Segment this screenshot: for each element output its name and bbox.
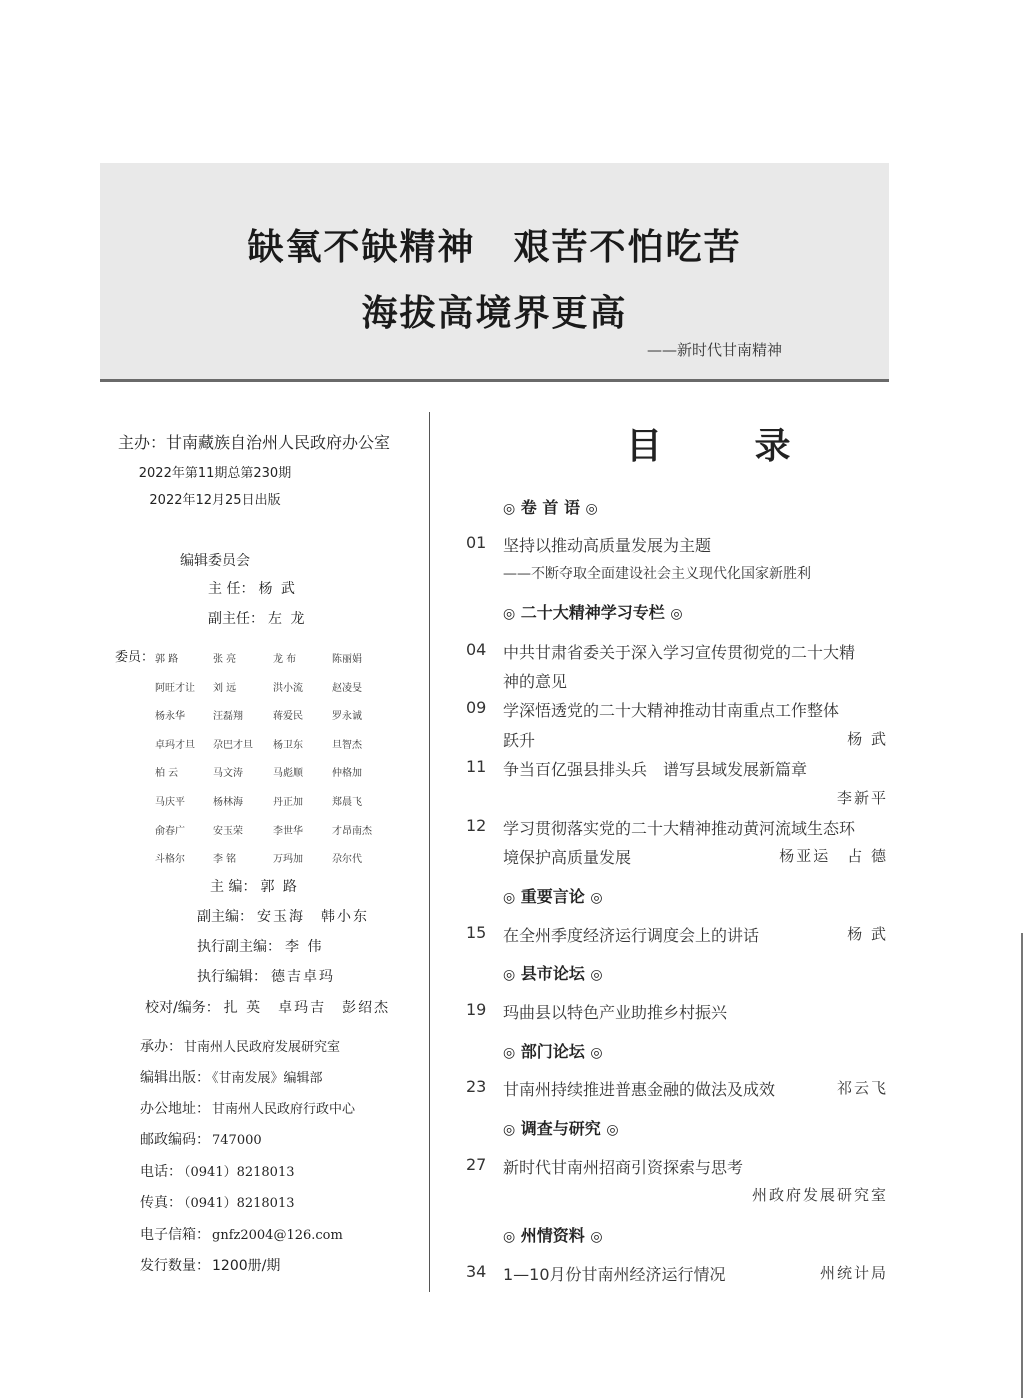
publisher: 《甘南发展》编辑部	[212, 1071, 323, 1086]
toc-entry-title[interactable]: 玛曲县以特色产业助推乡村振兴	[503, 1003, 728, 1022]
member-name: 斗格尔	[155, 854, 185, 865]
email: gnfz2004@126.com	[212, 1228, 343, 1243]
member-name: 杨林海	[213, 797, 243, 808]
undertaker: 甘南州人民政府发展研究室	[184, 1040, 341, 1055]
section-header: ◎ 调查与研究 ◎	[503, 1119, 619, 1138]
director-line	[208, 578, 297, 598]
toc-entry-title[interactable]: 学习贯彻落实党的二十大精神推动黄河流域生态环	[503, 819, 856, 838]
member-name: 杨永华	[155, 711, 185, 722]
members-label: 委员：	[115, 650, 155, 665]
member-name: 尕巴才旦	[213, 740, 253, 751]
member-name: 马庆平	[155, 797, 185, 808]
toc-entry-page: 27	[466, 1155, 487, 1174]
member-name: 马彪顺	[273, 768, 303, 779]
toc-entry-title[interactable]: 新时代甘南州招商引资探索与思考	[503, 1158, 744, 1177]
member-name: 安玉荣	[213, 826, 243, 837]
vice-director-name: 左 龙	[268, 611, 307, 627]
address: 甘南州人民政府行政中心	[212, 1102, 356, 1117]
section-header: ◎ 州情资料 ◎	[503, 1226, 603, 1245]
publisher-line	[140, 1067, 323, 1087]
toc-entry-page: 04	[466, 640, 487, 659]
member-name: 蒋爱民	[273, 711, 303, 722]
toc-entry-author: 祁云飞	[836, 1079, 888, 1097]
undertaker-label: 承办：	[140, 1039, 182, 1055]
member-name: 龙 布	[273, 654, 297, 665]
page-edge-line	[1021, 933, 1023, 1398]
chief-editor-name: 郭 路	[260, 879, 299, 895]
email-line	[140, 1224, 343, 1244]
toc-entry-author: 州统计局	[819, 1264, 888, 1282]
toc-entry-author: 州政府发展研究室	[751, 1186, 888, 1204]
member-name: 李 铭	[213, 854, 237, 865]
member-name: 旦智杰	[332, 740, 362, 751]
sponsor: 主办：甘南藏族自治州人民政府办公室	[118, 433, 391, 452]
toc-entry-author: 李新平	[836, 789, 888, 807]
toc-entry-page: 12	[466, 816, 487, 835]
vice-director-label: 副主任：	[208, 611, 264, 627]
section-header: ◎ 部门论坛 ◎	[503, 1042, 603, 1061]
member-name: 罗永诚	[332, 711, 362, 722]
toc-entry-title-cont: 境保护高质量发展	[503, 848, 632, 867]
member-name: 郑晨飞	[332, 797, 362, 808]
member-name: 卓玛才旦	[155, 740, 195, 751]
member-name: 尕尔代	[332, 854, 362, 865]
postcode: 747000	[212, 1133, 262, 1148]
motto-source: ——新时代甘南精神	[646, 341, 782, 359]
toc-entry-page: 11	[466, 757, 487, 776]
publish-date: 2022年12月25日出版	[149, 493, 281, 508]
vice-director-line	[208, 608, 306, 628]
member-name: 刘 远	[213, 683, 237, 694]
address-label: 办公地址：	[140, 1101, 210, 1117]
toc-entry-author: 杨 武	[847, 730, 888, 748]
section-header: ◎ 二十大精神学习专栏 ◎	[503, 603, 683, 622]
phone-label: 电话：	[140, 1164, 182, 1180]
exec-editor-line	[197, 966, 335, 986]
circulation-label: 发行数量：	[140, 1258, 210, 1274]
toc-entry-page: 19	[466, 1000, 487, 1019]
toc-entry-page: 01	[466, 533, 487, 552]
motto-line-1: 缺氧不缺精神 艰苦不怕吃苦	[247, 226, 742, 268]
phone: （0941）8218013	[184, 1165, 295, 1180]
email-label: 电子信箱：	[140, 1227, 210, 1243]
toc-entry-title[interactable]: 中共甘肃省委关于深入学习宣传贯彻党的二十大精	[503, 643, 856, 662]
exec-editor-name: 德吉卓玛	[271, 969, 335, 985]
postcode-line	[140, 1129, 262, 1149]
exec-editor-label: 执行编辑：	[197, 969, 267, 985]
undertaker-line	[140, 1036, 340, 1056]
toc-entry-title[interactable]: 坚持以推动高质量发展为主题	[503, 536, 712, 555]
toc-entry-page: 15	[466, 923, 487, 942]
proofreader-names: 扎 英 卓玛吉 彭绍杰	[223, 1000, 391, 1016]
section-header: ◎ 县市论坛 ◎	[503, 964, 603, 983]
chief-editor-label: 主 编：	[210, 879, 257, 895]
motto-banner	[100, 163, 889, 382]
member-name: 杨卫东	[273, 740, 303, 751]
motto-line-2: 海拔高境界更高	[361, 292, 628, 334]
member-name: 赵凌旻	[332, 683, 362, 694]
toc-entry-page: 23	[466, 1077, 487, 1096]
member-name: 郭 路	[155, 654, 179, 665]
member-name: 张 亮	[213, 654, 237, 665]
member-name: 李世华	[273, 826, 303, 837]
section-header: ◎ 卷 首 语 ◎	[503, 498, 598, 517]
deputy-editor-name: 安玉海 韩小东	[257, 909, 369, 925]
toc-entry-author: 杨亚运 占 德	[779, 847, 888, 865]
toc-entry-author: 杨 武	[847, 925, 888, 943]
deputy-editor-line	[197, 906, 369, 926]
deputy-editor-label: 副主编：	[197, 909, 253, 925]
toc-title: 目 录	[626, 425, 831, 467]
member-name: 汪磊翔	[213, 711, 243, 722]
phone-line	[140, 1161, 294, 1181]
member-name: 阿旺才让	[155, 683, 195, 694]
toc-entry-page: 34	[466, 1262, 487, 1281]
publisher-label: 编辑出版：	[140, 1070, 210, 1086]
member-name: 柏 云	[155, 768, 179, 779]
director-name: 杨 武	[258, 581, 297, 597]
toc-entry-title[interactable]: 甘南州持续推进普惠金融的做法及成效	[503, 1080, 776, 1099]
member-name: 洪小流	[273, 683, 303, 694]
section-header: ◎ 重要言论 ◎	[503, 887, 603, 906]
editorial-board-title: 编辑委员会	[180, 553, 250, 569]
issue-number: 2022年第11期总第230期	[138, 466, 292, 481]
toc-entry-subtitle: ——不断夺取全面建设社会主义现代化国家新胜利	[503, 566, 811, 582]
director-label: 主 任：	[208, 581, 255, 597]
member-name: 仲格加	[332, 768, 362, 779]
circulation: 1200册/期	[212, 1258, 281, 1274]
exec-deputy-name: 李 伟	[285, 939, 324, 955]
toc-entry-title[interactable]: 1—10月份甘南州经济运行情况	[503, 1265, 726, 1284]
toc-entry-title-cont: 跃升	[503, 731, 536, 750]
fax-label: 传真：	[140, 1195, 182, 1211]
member-name: 万玛加	[273, 854, 303, 865]
toc-entry-page: 09	[466, 698, 487, 717]
member-name: 俞春广	[155, 826, 185, 837]
member-name: 马文涛	[213, 768, 243, 779]
toc-entry-title-cont: 神的意见	[503, 672, 568, 691]
chief-editor-line	[210, 876, 299, 896]
fax-line	[140, 1192, 294, 1212]
member-name: 陈丽娟	[332, 654, 362, 665]
address-line	[140, 1098, 355, 1118]
proofreader-line	[145, 997, 390, 1017]
exec-deputy-line	[197, 936, 323, 956]
column-divider	[429, 412, 430, 1292]
postcode-label: 邮政编码：	[140, 1132, 210, 1148]
proofreader-label: 校对/编务：	[145, 1000, 220, 1016]
toc-entry-title[interactable]: 学深悟透党的二十大精神推动甘南重点工作整体	[503, 701, 840, 720]
circulation-line	[140, 1255, 280, 1275]
toc-entry-title[interactable]: 争当百亿强县排头兵 谱写县域发展新篇章	[503, 760, 808, 779]
exec-deputy-label: 执行副主编：	[197, 939, 281, 955]
member-name: 丹正加	[273, 797, 303, 808]
member-name: 才昂南杰	[332, 826, 372, 837]
fax: （0941）8218013	[184, 1196, 295, 1211]
toc-entry-title[interactable]: 在全州季度经济运行调度会上的讲话	[503, 926, 760, 945]
